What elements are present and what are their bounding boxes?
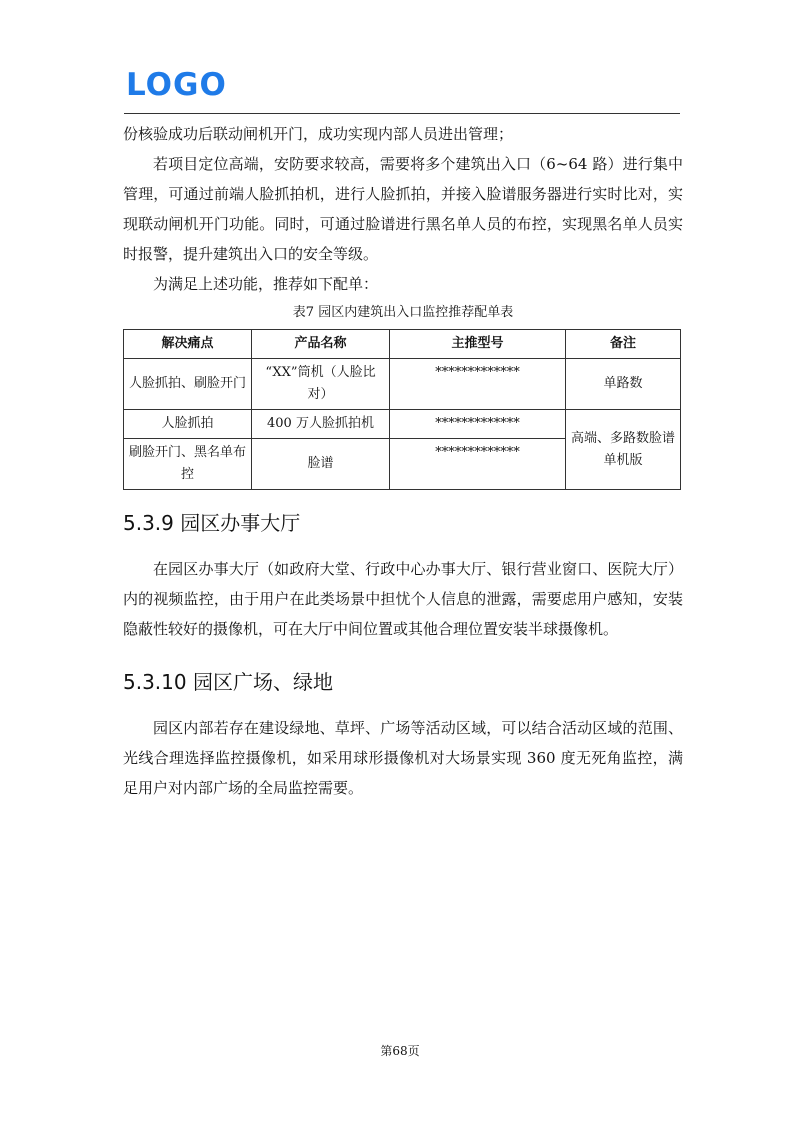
paragraph-recommendation-intro: 为满足上述功能，推荐如下配单： — [153, 275, 379, 293]
page-content — [123, 119, 683, 803]
cell-pain-point: 人脸抓拍 — [124, 410, 252, 439]
cell-note: 高端、多路数脸谱单机版 — [566, 410, 681, 490]
company-logo: LOGO — [126, 67, 227, 103]
paragraph-continuation: 份核验成功后联动闸机开门，成功实现内部人员进出管理； — [123, 125, 514, 143]
header-divider — [124, 113, 680, 114]
column-header-note: 备注 — [566, 330, 681, 359]
table-header-row — [124, 330, 681, 359]
cell-note: 单路数 — [566, 359, 681, 410]
cell-product: 400 万人脸抓拍机 — [252, 410, 390, 439]
cell-model: ************* — [390, 439, 566, 490]
recommendation-table — [123, 329, 681, 490]
cell-product: “XX”筒机（人脸比对） — [252, 359, 390, 410]
column-header-product: 产品名称 — [252, 330, 390, 359]
page-number: 第68页 — [380, 1044, 420, 1058]
cell-product: 脸谱 — [252, 439, 390, 490]
section-title-plaza-greenland: 5.3.10 园区广场、绿地 — [123, 670, 333, 694]
table-row — [124, 359, 681, 410]
cell-model: ************* — [390, 359, 566, 410]
column-header-model: 主推型号 — [390, 330, 566, 359]
column-header-pain-point: 解决痛点 — [124, 330, 252, 359]
cell-pain-point: 刷脸开门、黑名单布控 — [124, 439, 252, 490]
paragraph-service-hall: 在园区办事大厅（如政府大堂、行政中心办事大厅、银行营业窗口、医院大厅）内的视频监控，由于用户在此类场景中担忧个人信息的泄露，需要虑用户感知，安装隐蔽性较好的摄像机，可在大厅中间位置或其他合理位置安装半球摄像机。 — [123, 560, 683, 638]
table-row — [124, 410, 681, 439]
section-title-service-hall: 5.3.9 园区办事大厅 — [123, 511, 301, 535]
cell-model: ************* — [390, 410, 566, 439]
table-caption: 表7 园区内建筑出入口监控推荐配单表 — [292, 305, 514, 320]
paragraph-plaza-greenland: 园区内部若存在建设绿地、草坪、广场等活动区域，可以结合活动区域的范围、光线合理选择监控摄像机，如采用球形摄像机对大场景实现 360 度无死角监控，满足用户对内部广场的全局监控需要。 — [123, 719, 683, 797]
cell-pain-point: 人脸抓拍、刷脸开门 — [124, 359, 252, 410]
paragraph-high-end-solution: 若项目定位高端，安防要求较高，需要将多个建筑出入口（6~64 路）进行集中管理，可通过前端人脸抓拍机，进行人脸抓拍，并接入脸谱服务器进行实时比对，实现联动闸机开门功能。同时，可通过脸谱进行黑名单人员的布控，实现黑名单人员实时报警，提升建筑出入口的安全等级。 — [123, 155, 683, 263]
